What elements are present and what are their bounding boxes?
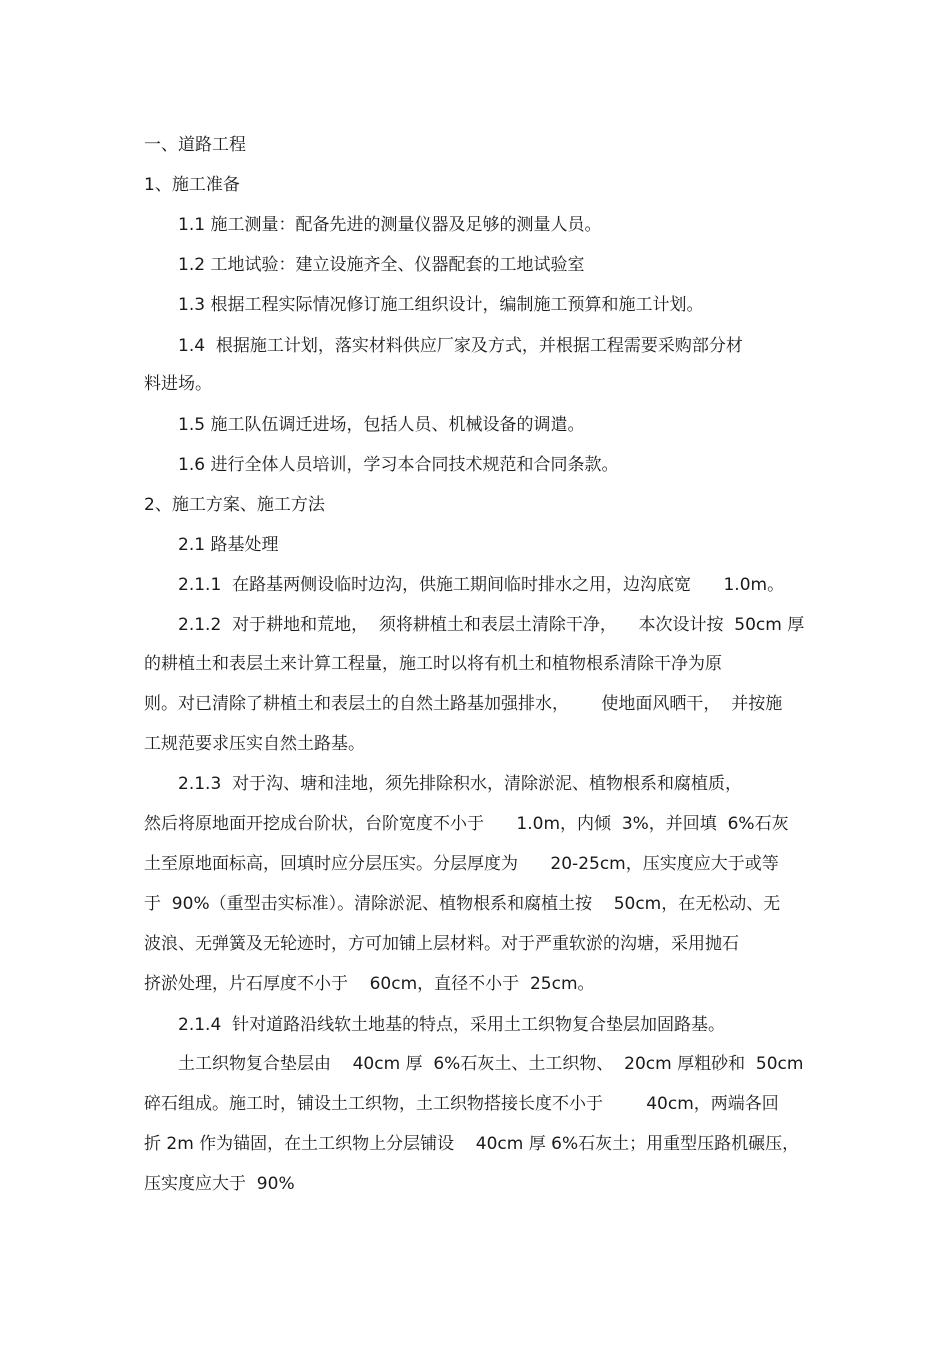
paragraph-line: 压实度应大于 90% xyxy=(144,1174,295,1194)
paragraph-heading: 2.1 路基处理 xyxy=(178,535,279,555)
paragraph-line: 1.6 进行全体人员培训，学习本合同技术规范和合同条款。 xyxy=(178,455,619,475)
paragraph-line: 工规范要求压实自然土路基。 xyxy=(144,734,365,754)
paragraph-line: 1.3 根据工程实际情况修订施工组织设计，编制施工预算和施工计划。 xyxy=(178,295,704,315)
paragraph-line: 料进场。 xyxy=(144,374,212,394)
paragraph-line: 则。对已清除了耕植土和表层土的自然土路基加强排水， 使地面风晒干， 并按施 xyxy=(144,694,783,714)
paragraph-line: 土工织物复合垫层由 40cm 厚 6%石灰土、土工织物、 20cm 厚粗砂和 50cm xyxy=(178,1054,804,1074)
paragraph-line: 挤淤处理，片石厚度不小于 60cm，直径不小于 25cm。 xyxy=(144,974,595,994)
paragraph-line: 1.1 施工测量：配备先进的测量仪器及足够的测量人员。 xyxy=(178,215,602,235)
paragraph-line: 然后将原地面开挖成台阶状，台阶宽度不小于 1.0m，内倾 3%，并回填 6%石灰 xyxy=(144,814,789,834)
section-heading: 一、道路工程 xyxy=(144,135,246,155)
subsection-heading: 1、施工准备 xyxy=(144,175,240,195)
paragraph-line: 的耕植土和表层土来计算工程量，施工时以将有机土和植物根系清除干净为原 xyxy=(144,654,722,674)
paragraph-line: 1.5 施工队伍调迁进场，包括人员、机械设备的调遣。 xyxy=(178,415,585,435)
paragraph-line: 土至原地面标高，回填时应分层压实。分层厚度为 20-25cm，压实度应大于或等 xyxy=(144,854,779,874)
paragraph-line: 2.1.2 对于耕地和荒地， 须将耕植土和表层土清除干净， 本次设计按 50cm 厚 xyxy=(178,615,805,635)
paragraph-line: 1.4 根据施工计划，落实材料供应厂家及方式，并根据工程需要采购部分材 xyxy=(178,336,743,356)
paragraph-line: 2.1.1 在路基两侧设临时边沟，供施工期间临时排水之用，边沟底宽 1.0m。 xyxy=(178,575,785,595)
paragraph-line: 折 2m 作为锚固，在土工织物上分层铺设 40cm 厚 6%石灰土；用重型压路机碾压， xyxy=(144,1134,800,1154)
paragraph-line: 1.2 工地试验：建立设施齐全、仪器配套的工地试验室 xyxy=(178,255,585,275)
paragraph-line: 波浪、无弹簧及无轮迹时，方可加铺上层材料。对于严重软淤的沟塘，采用抛石 xyxy=(144,934,739,954)
paragraph-line: 2.1.3 对于沟、塘和洼地，须先排除积水，清除淤泥、植物根系和腐植质， xyxy=(178,774,743,794)
paragraph-line: 于 90%（重型击实标准）。清除淤泥、植物根系和腐植土按 50cm，在无松动、无 xyxy=(144,894,781,914)
paragraph-line: 2.1.4 针对道路沿线软土地基的特点，采用土工织物复合垫层加固路基。 xyxy=(178,1015,726,1035)
subsection-heading: 2、施工方案、施工方法 xyxy=(144,495,325,515)
paragraph-line: 碎石组成。施工时，铺设土工织物，土工织物搭接长度不小于 40cm，两端各回 xyxy=(144,1094,779,1114)
